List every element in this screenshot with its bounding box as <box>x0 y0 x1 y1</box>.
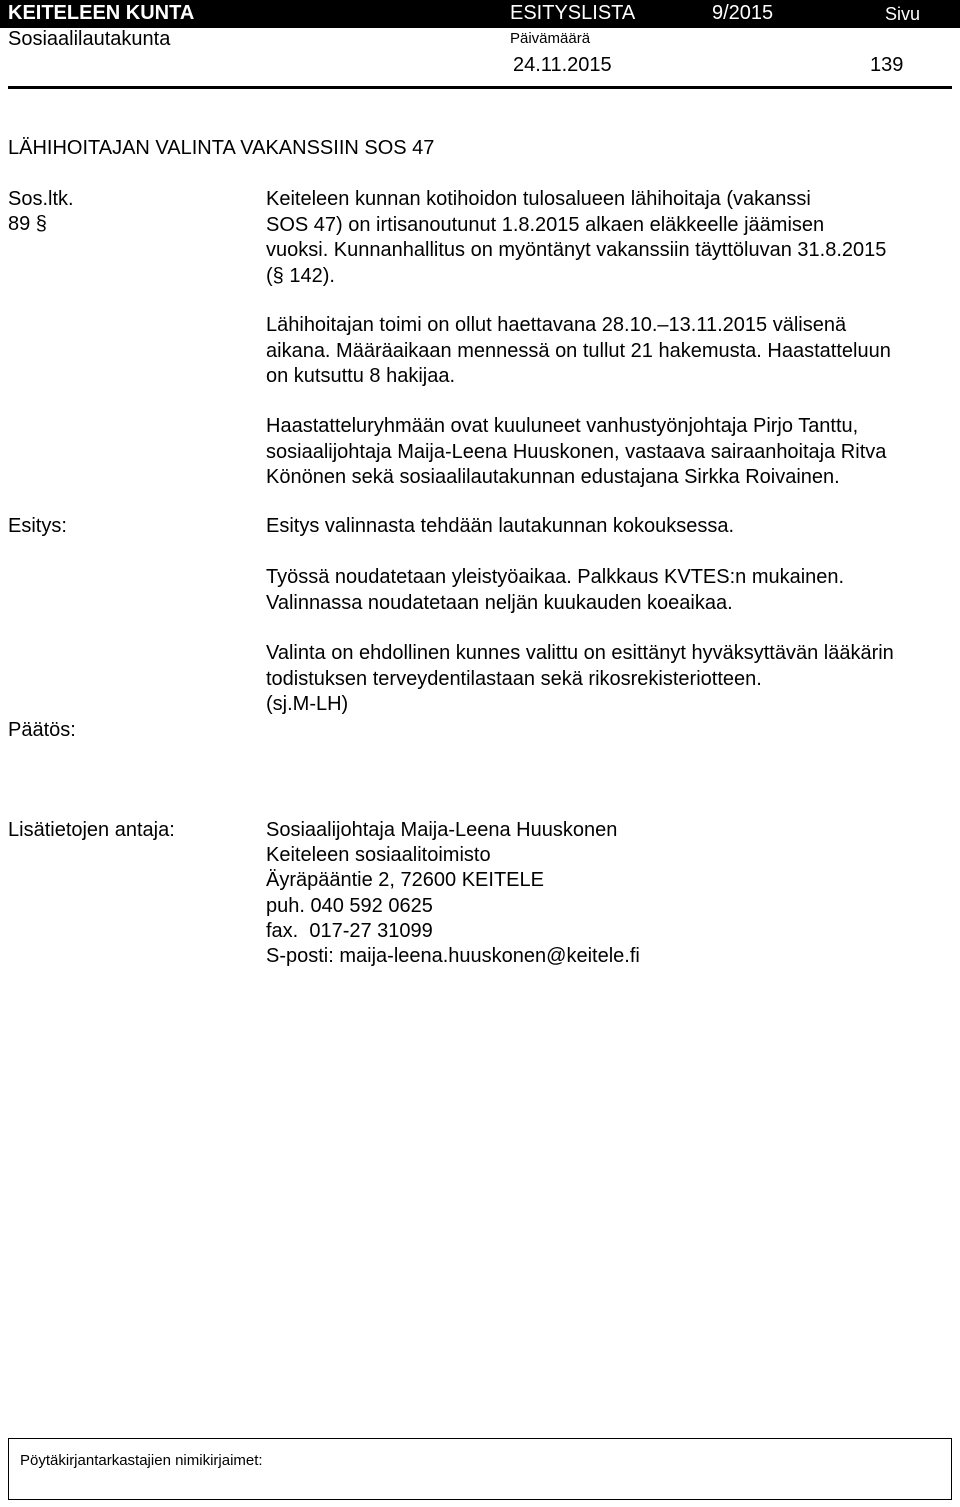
text-line: aikana. Määräaikaan mennessä on tullut 21 hakemusta. Haastatteluun <box>266 339 891 362</box>
application-paragraph <box>266 313 956 390</box>
employment-terms-paragraph <box>266 565 956 616</box>
reference-line-1: Sos.ltk. <box>8 188 74 210</box>
text-line: (§ 142). <box>266 264 335 287</box>
header-divider <box>8 86 952 89</box>
text-line: Keiteleen kunnan kotihoidon tulosalueen lähihoitaja (vakanssi <box>266 188 811 210</box>
text-line: Valinta on ehdollinen kunnes valittu on esittänyt hyväksyttävän lääkärin <box>266 642 894 664</box>
contact-phone: puh. 040 592 0625 <box>266 894 433 917</box>
text-line: todistuksen terveydentilastaan sekä rikosrekisteriotteen. <box>266 667 762 690</box>
contact-address: Äyräpääntie 2, 72600 KEITELE <box>266 869 544 892</box>
signature-label: Pöytäkirjantarkastajien nimikirjaimet: <box>20 1452 263 1469</box>
page-number: 139 <box>870 54 904 76</box>
reference-line-2: 89 § <box>8 213 47 235</box>
doc-type: ESITYSLISTA <box>510 2 636 24</box>
text-line: on kutsuttu 8 hakijaa. <box>266 365 456 387</box>
text-line: Valinnassa noudatetaan neljän kuukauden koeaikaa. <box>266 591 733 614</box>
proposal-label: Esitys: <box>8 515 67 537</box>
org-name: KEITELEEN KUNTA <box>8 2 195 24</box>
decision-label: Päätös: <box>8 719 76 741</box>
text-line: SOS 47) on irtisanoutunut 1.8.2015 alkaen eläkkeelle jäämisen <box>266 213 825 236</box>
text-line: (sj.M-LH) <box>266 693 349 715</box>
signature-box <box>8 1438 952 1500</box>
date-label: Päivämäärä <box>510 30 591 47</box>
contact-label: Lisätietojen antaja: <box>8 819 175 841</box>
contact-office: Keiteleen sosiaalitoimisto <box>266 844 491 867</box>
text-line: sosiaalijohtaja Maija-Leena Huuskonen, vastaava sairaanhoitaja Ritva <box>266 440 887 463</box>
committee-name: Sosiaalilautakunta <box>8 28 171 50</box>
text-line: Lähihoitajan toimi on ollut haettavana 28.10.–13.11.2015 välisenä <box>266 314 847 336</box>
text-line: Esitys valinnasta tehdään lautakunnan kokouksessa. <box>266 515 735 537</box>
text-line: Työssä noudatetaan yleistyöaikaa. Palkkaus KVTES:n mukainen. <box>266 566 845 588</box>
text-line: Könönen sekä sosiaalilautakunnan edustajana Sirkka Roivainen. <box>266 466 840 488</box>
interview-group-paragraph <box>266 414 956 491</box>
contact-details <box>266 818 956 969</box>
doc-number: 9/2015 <box>712 2 774 24</box>
condition-paragraph <box>266 641 956 718</box>
background-paragraph <box>266 187 956 289</box>
proposal-text <box>266 514 956 540</box>
meeting-date: 24.11.2015 <box>513 54 612 76</box>
page-label: Sivu <box>885 4 921 24</box>
text-line: vuoksi. Kunnanhallitus on myöntänyt vakanssiin täyttöluvan 31.8.2015 <box>266 239 887 261</box>
contact-fax: fax. 017-27 31099 <box>266 919 433 942</box>
section-title: LÄHIHOITAJAN VALINTA VAKANSSIIN SOS 47 <box>8 137 435 159</box>
text-line: Haastatteluryhmään ovat kuuluneet vanhustyönjohtaja Pirjo Tanttu, <box>266 415 859 437</box>
contact-title: Sosiaalijohtaja Maija-Leena Huuskonen <box>266 819 618 841</box>
contact-email[interactable]: S-posti: maija-leena.huuskonen@keitele.fi <box>266 945 640 968</box>
